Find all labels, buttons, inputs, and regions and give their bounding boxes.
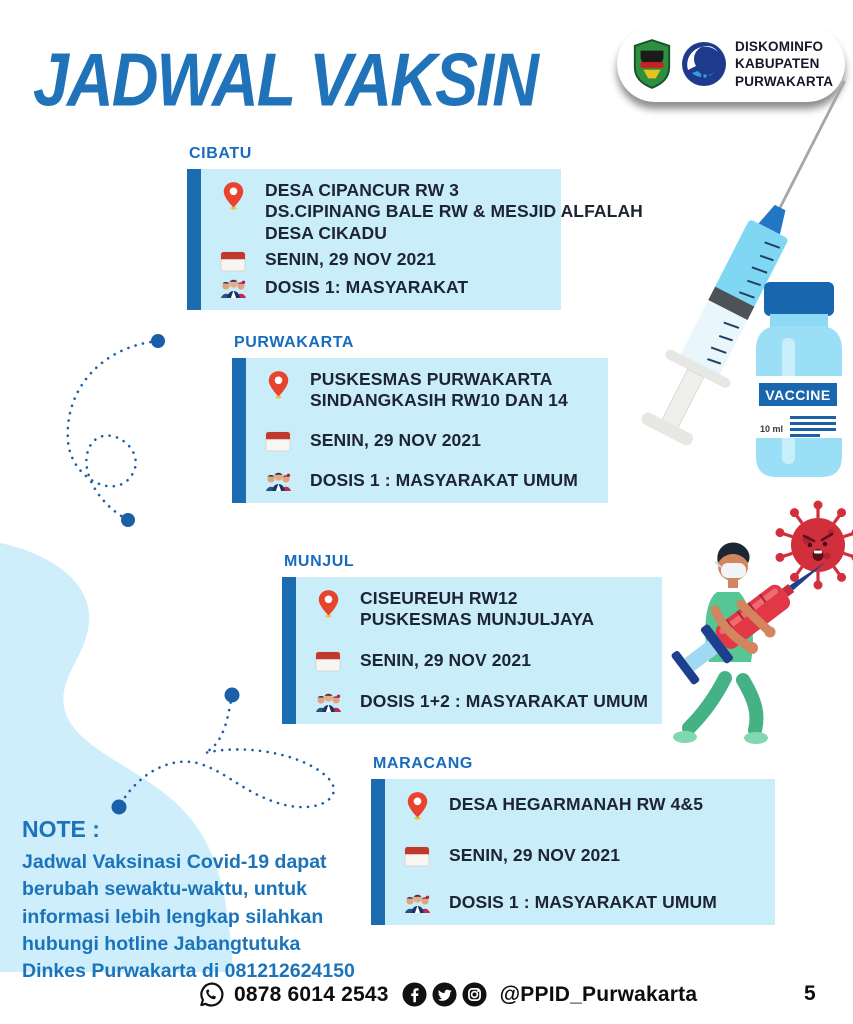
date-text: SENIN, 29 NOV 2021 [310,429,482,450]
dose-text: DOSIS 1 : MASYARAKAT UMUM [449,891,717,912]
schedule-card [282,577,662,724]
calendar-icon [218,249,248,272]
schedule-card [371,779,775,925]
map-pin-icon [263,369,293,399]
calendar-icon [263,429,293,452]
calendar-icon [402,844,432,867]
note-heading: NOTE : [22,816,100,842]
people-icon [218,276,248,299]
whatsapp-icon [198,981,225,1008]
kominfo-logo-icon [680,40,728,88]
badge-org-line: KABUPATEN [735,56,820,72]
purwakarta-crest-icon [631,38,673,90]
area-label: MARACANG [373,755,473,772]
social-handle: @PPID_Purwakarta [499,982,698,1006]
schedule-munjul [282,553,662,724]
date-text: SENIN, 29 NOV 2021 [449,844,621,865]
facebook-icon [402,982,427,1007]
people-icon [313,690,343,713]
schedule-maracang [371,755,775,925]
dose-text: DOSIS 1+2 : MASYARAKAT UMUM [360,690,649,711]
note-line: Jadwal Vaksinasi Covid-19 dapat [22,851,327,873]
diskominfo-badge [617,26,845,102]
vial-volume-text: 10 ml [760,424,784,434]
page-title: JADWAL VAKSIN [33,37,537,122]
badge-org-line: DISKOMINFO [735,38,824,54]
date-text: SENIN, 29 NOV 2021 [360,649,532,670]
map-pin-icon [218,180,248,210]
footer-contact-bar [198,981,697,1008]
location-line: SINDANGKASIH RW10 DAN 14 [310,390,568,411]
people-icon [402,891,432,914]
note-line: Dinkes Purwakarta di 081212624150 [22,960,355,983]
dose-text: DOSIS 1: MASYARAKAT [265,276,469,297]
area-label: MUNJUL [284,553,355,570]
calendar-icon [313,649,343,672]
location-line: DESA CIPANCUR RW 3 [265,180,459,200]
vaccine-vial-illustration [746,280,852,480]
location-line: DESA HEGARMANAH RW 4&5 [449,794,704,815]
twitter-icon [432,982,457,1007]
note-line: hubungi hotline Jabangtutuka [22,932,301,955]
instagram-icon [462,982,487,1007]
map-pin-icon [402,790,432,820]
area-label: PURWAKARTA [234,334,355,351]
people-icon [263,469,293,492]
schedule-card [187,169,643,310]
date-text: SENIN, 29 NOV 2021 [265,249,437,270]
location-line: PUSKESMAS PURWAKARTA [310,369,553,389]
map-pin-icon [313,588,343,618]
location-line: DESA CIKADU [265,222,387,243]
vial-label-text: VACCINE [765,387,831,403]
dose-text: DOSIS 1 : MASYARAKAT UMUM [310,469,578,490]
note-line: informasi lebih lengkap silahkan [22,905,324,928]
coronavirus-icon [774,501,853,590]
schedule-cibatu [187,145,643,310]
badge-org-line: PURWAKARTA [735,73,834,89]
location-line: PUSKESMAS MUNJULJAYA [360,609,595,630]
schedule-purwakarta [232,334,608,503]
note-line: berubah sewaktu-waktu, untuk [22,878,307,901]
location-line: DS.CIPINANG BALE RW & MESJID ALFALAH [265,201,643,222]
page-number: 5 [804,982,816,1005]
note-block [22,816,355,985]
location-line: CISEUREUH RW12 [360,588,518,608]
schedule-card [232,358,608,503]
nurse-and-virus-illustration [655,500,853,765]
whatsapp-number: 0878 6014 2543 [234,982,389,1006]
area-label: CIBATU [189,145,252,162]
dotted-swirl-top [40,325,230,535]
